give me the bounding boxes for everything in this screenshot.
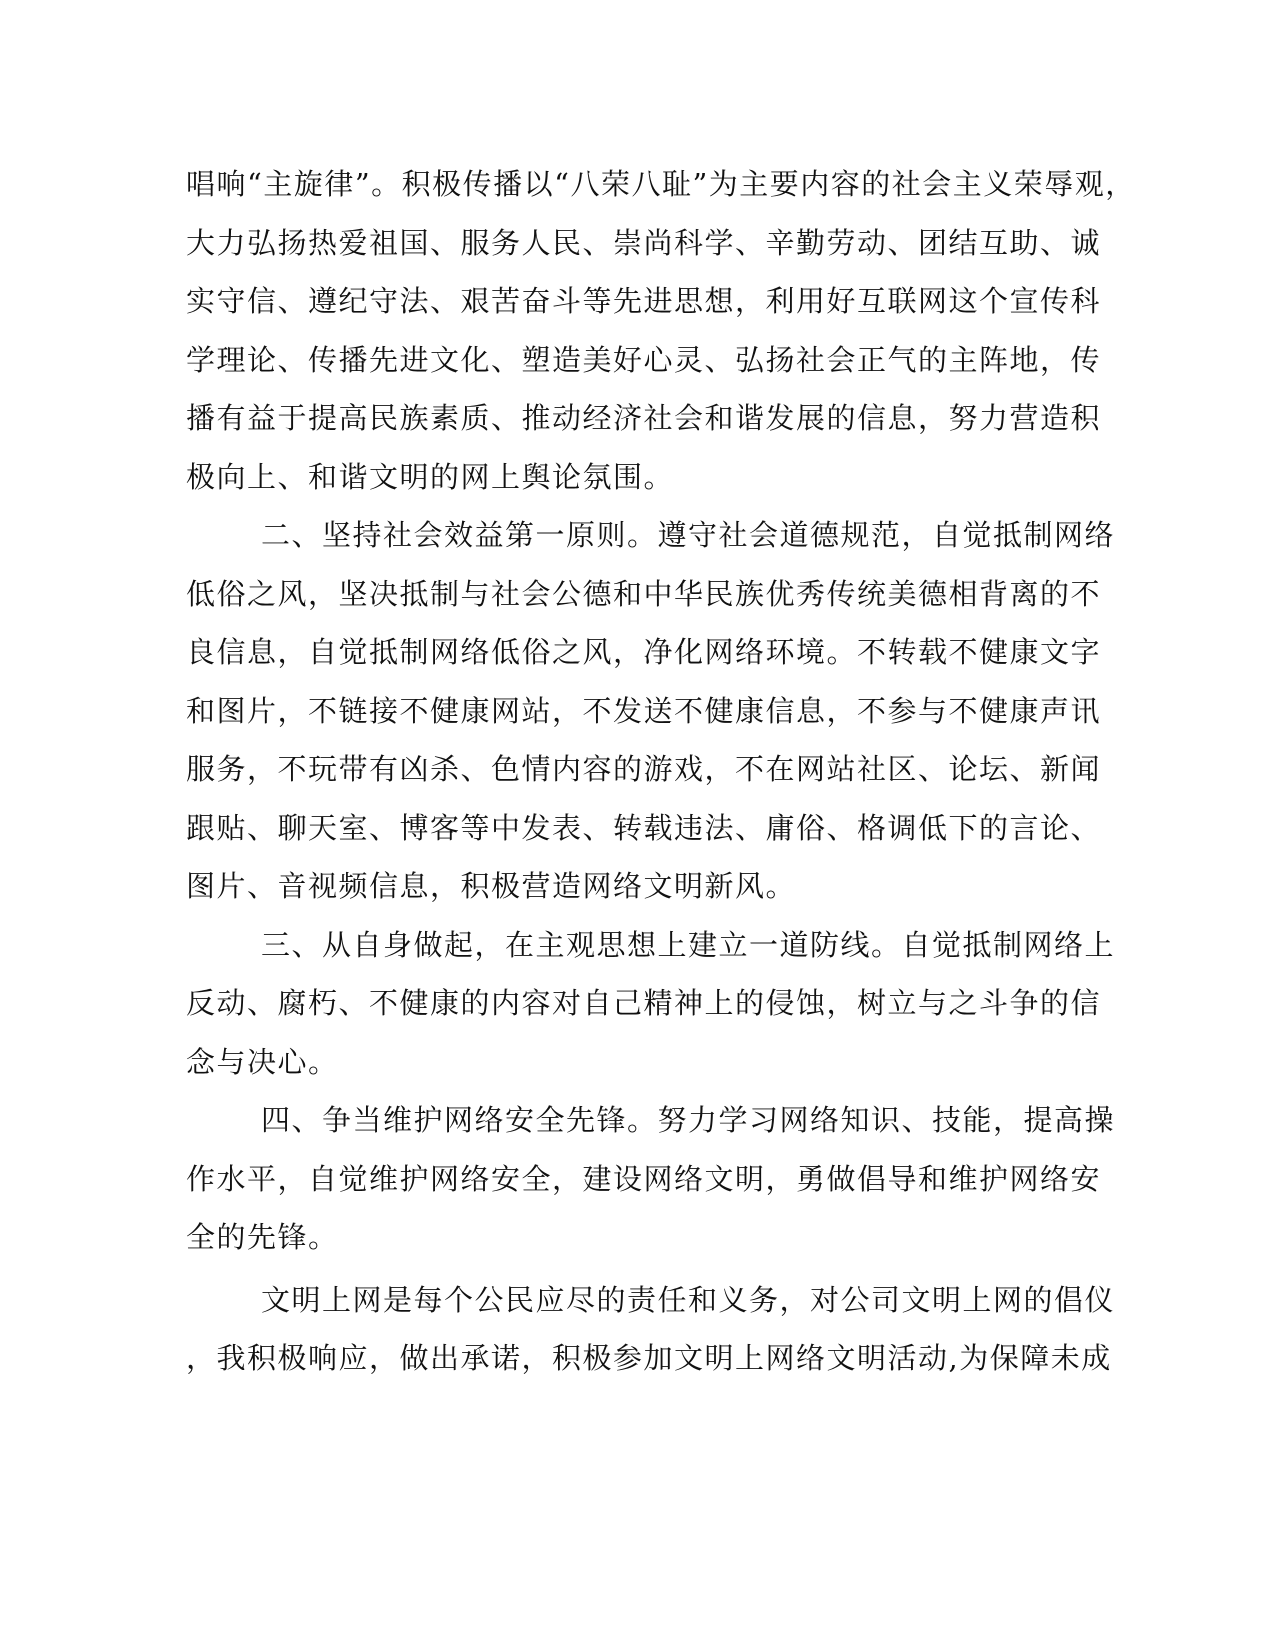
text-line: 作水平，自觉维护网络安全，建设网络文明，勇做倡导和维护网络安 xyxy=(186,1162,1102,1196)
text-line: 服务，不玩带有凶杀、色情内容的游戏，不在网站社区、论坛、新闻 xyxy=(186,752,1102,786)
text-line: 实守信、遵纪守法、艰苦奋斗等先进思想，利用好互联网这个宣传科 xyxy=(186,284,1102,318)
text-line: 唱响“主旋律”。积极传播以“八荣八耻”为主要内容的社会主义荣辱观， xyxy=(186,167,1136,201)
text-line: 良信息，自觉抵制网络低俗之风，净化网络环境。不转载不健康文字 xyxy=(186,635,1102,669)
paragraph-4-first-line: 四、争当维护网络安全先锋。努力学习网络知识、技能，提高操 xyxy=(261,1103,1116,1137)
text-line: 念与决心。 xyxy=(186,1045,339,1079)
text-line: 大力弘扬热爱祖国、服务人民、崇尚科学、辛勤劳动、团结互助、诚 xyxy=(186,226,1102,260)
paragraph-2-first-line: 二、坚持社会效益第一原则。遵守社会道德规范，自觉抵制网络 xyxy=(261,518,1116,552)
text-line: 低俗之风，坚决抵制与社会公德和中华民族优秀传统美德相背离的不 xyxy=(186,577,1102,611)
text-line: 全的先锋。 xyxy=(186,1220,339,1254)
text-line: 和图片，不链接不健康网站，不发送不健康信息，不参与不健康声讯 xyxy=(186,694,1102,728)
text-line: 极向上、和谐文明的网上舆论氛围。 xyxy=(186,460,675,494)
text-line: 播有益于提高民族素质、推动经济社会和谐发展的信息，努力营造积 xyxy=(186,401,1102,435)
text-line: ，我积极响应，做出承诺，积极参加文明上网络文明活动,为保障未成 xyxy=(186,1341,1112,1375)
paragraph-5-first-line: 文明上网是每个公民应尽的责任和义务，对公司文明上网的倡仪 xyxy=(261,1283,1116,1317)
paragraph-3-first-line: 三、从自身做起，在主观思想上建立一道防线。自觉抵制网络上 xyxy=(261,928,1116,962)
text-line: 图片、音视频信息，积极营造网络文明新风。 xyxy=(186,869,797,903)
text-line: 跟贴、聊天室、博客等中发表、转载违法、庸俗、格调低下的言论、 xyxy=(186,811,1102,845)
text-line: 反动、腐朽、不健康的内容对自己精神上的侵蚀，树立与之斗争的信 xyxy=(186,986,1102,1020)
text-line: 学理论、传播先进文化、塑造美好心灵、弘扬社会正气的主阵地，传 xyxy=(186,343,1102,377)
